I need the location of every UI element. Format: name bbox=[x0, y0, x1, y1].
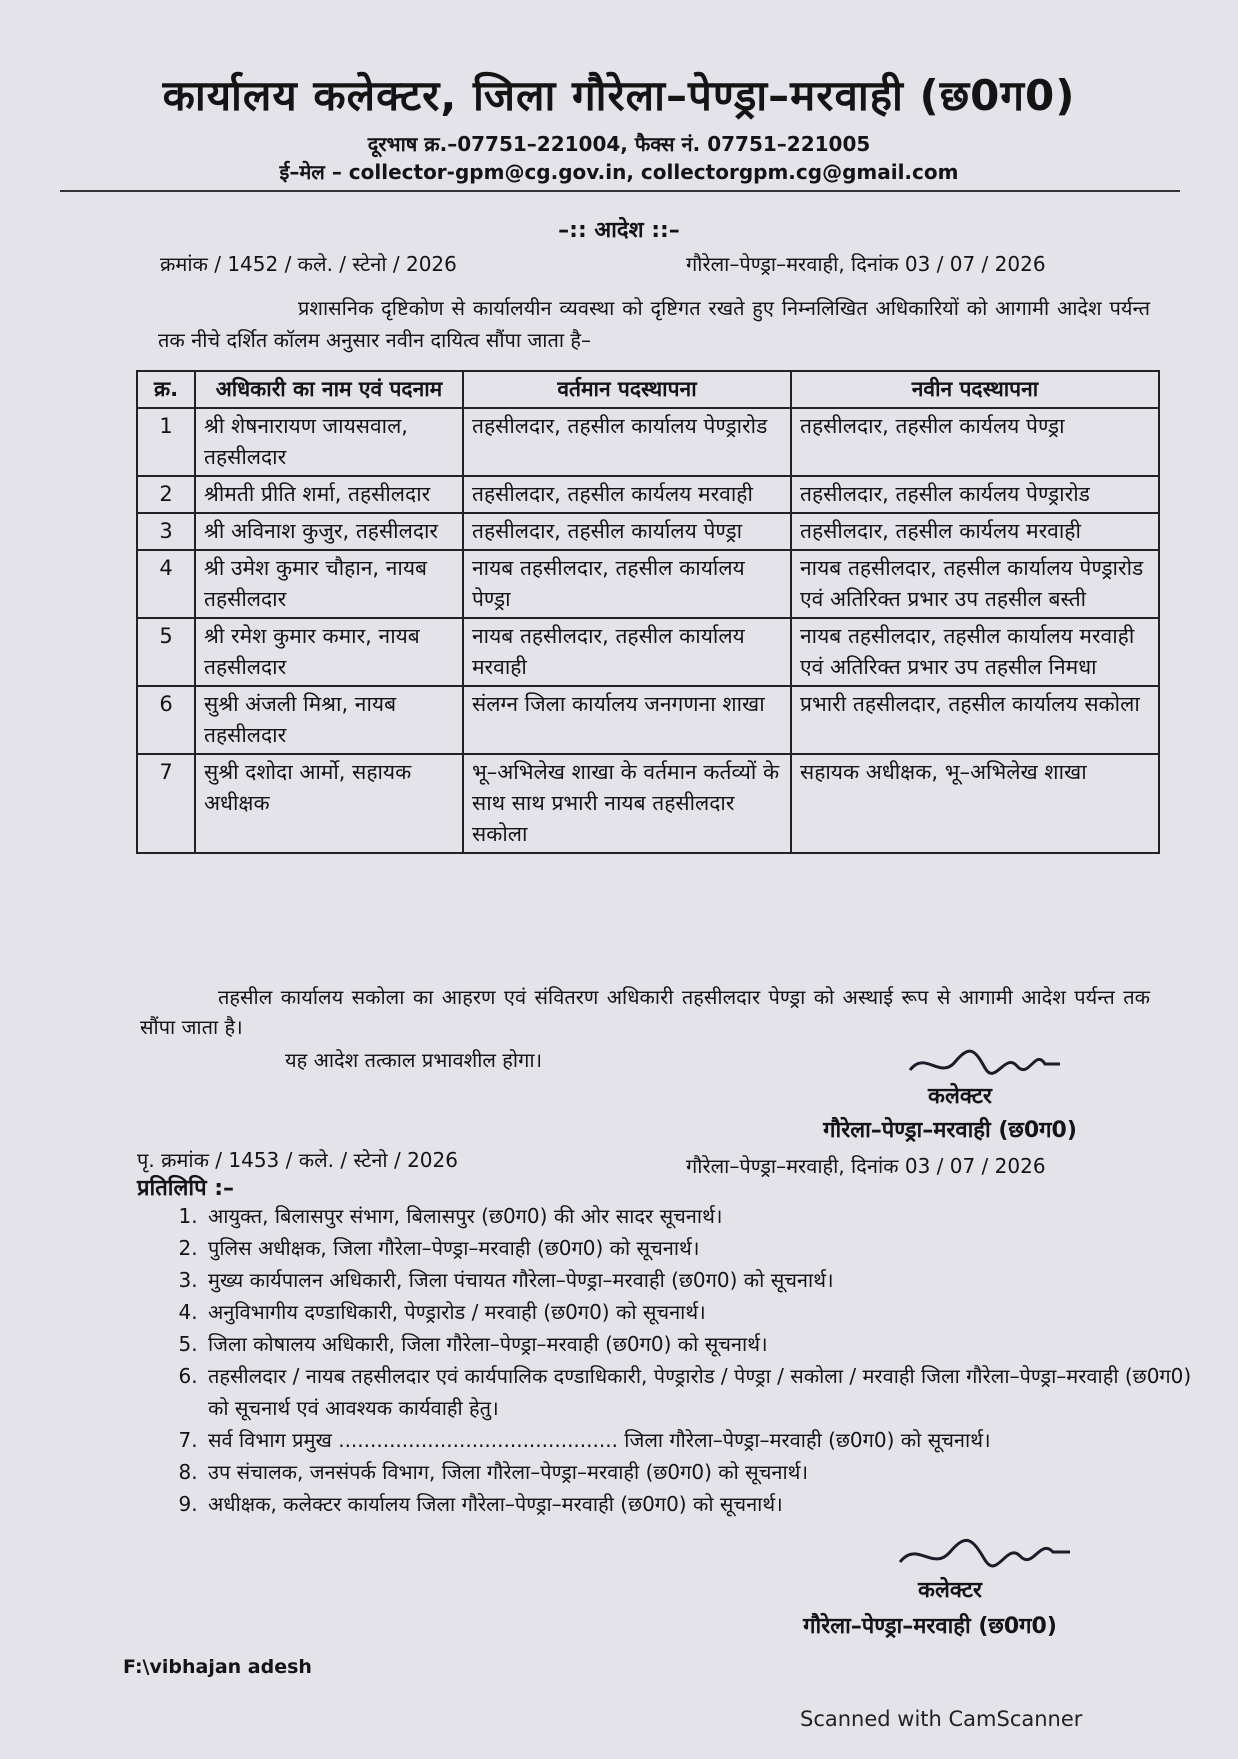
signatory-place: गौरेला–पेण्ड्रा–मरवाही (छ0ग0) bbox=[823, 1118, 1077, 1143]
cell-name: श्री अविनाश कुजुर, तहसीलदार bbox=[195, 513, 463, 550]
email-line: ई–मेल – collector-gpm@cg.gov.in, collectorgpm.cg@gmail.com bbox=[279, 160, 959, 184]
copy-heading: प्रतिलिपि :– bbox=[137, 1176, 235, 1201]
list-item: 8. उप संचालक, जनसंपर्क विभाग, जिला गौरेला–पेण्ड्रा–मरवाही (छ0ग0) को सूचनार्थ। bbox=[204, 1456, 1214, 1488]
cell-new: प्रभारी तहसीलदार, तहसील कार्यालय सकोला bbox=[791, 686, 1159, 754]
order-intro: प्रशासनिक दृष्टिकोण से कार्यालयीन व्यवस्था को दृष्टिगत रखते हुए निम्नलिखित अधिकारियों को आगामी आदेश पर्यन्त तक नीचे दर्शित कॉलम अनुसार नवीन दायित्व सौंपा जाता है– bbox=[158, 296, 1150, 352]
cell-sn: 2 bbox=[137, 476, 195, 513]
phone-fax-line: दूरभाष क्र.–07751–221004, फैक्स नं. 07751–221005 bbox=[367, 132, 871, 156]
copy-signatory-designation: कलेक्टर bbox=[918, 1578, 982, 1603]
table-row bbox=[137, 476, 1159, 513]
order-ref-date: गौरेला–पेण्ड्रा–मरवाही, दिनांक 03 / 07 / 2026 bbox=[686, 252, 1046, 276]
cell-current: तहसीलदार, तहसील कार्यालय पेण्ड्रा bbox=[463, 513, 791, 550]
cell-current: नायब तहसीलदार, तहसील कार्यालय मरवाही bbox=[463, 618, 791, 686]
drawing-officer-note: तहसील कार्यालय सकोला का आहरण एवं संवितरण अधिकारी तहसीलदार पेण्ड्रा को अस्थाई रूप से आगामी आदेश पर्यन्त तक सौंपा जाता है। bbox=[140, 985, 1150, 1039]
cell-name: सुश्री अंजली मिश्रा, नायब तहसीलदार bbox=[195, 686, 463, 754]
copy-ref-number: पृ. क्रमांक / 1453 / कले. / स्टेनो / 2026 bbox=[137, 1148, 458, 1172]
list-item: 6. तहसीलदार / नायब तहसीलदार एवं कार्यपालिक दण्डाधिकारी, पेण्ड्रारोड / पेण्ड्रा / सकोला / मरवाही जिला गौरेला–पेण्ड्रा–मरवाही (छ0ग0) को सूचनार्थ एवं आवश्यक कार्यवाही हेतु। bbox=[204, 1360, 1214, 1424]
cell-sn: 4 bbox=[137, 550, 195, 618]
cell-sn: 7 bbox=[137, 754, 195, 853]
cell-name: सुश्री दशोदा आर्मो, सहायक अधीक्षक bbox=[195, 754, 463, 853]
table-row bbox=[137, 408, 1159, 476]
list-item: 2. पुलिस अधीक्षक, जिला गौरेला–पेण्ड्रा–मरवाही (छ0ग0) को सूचनार्थ। bbox=[204, 1232, 1214, 1264]
col-header-name: अधिकारी का नाम एवं पदनाम bbox=[195, 371, 463, 408]
col-header-new: नवीन पदस्थापना bbox=[791, 371, 1159, 408]
order-heading: –:: आदेश ::– bbox=[558, 218, 680, 243]
copy-list bbox=[140, 1200, 1214, 1520]
list-item: 4. अनुविभागीय दण्डाधिकारी, पेण्ड्रारोड / मरवाही (छ0ग0) को सूचनार्थ। bbox=[204, 1296, 1214, 1328]
copy-signatory-place: गौरेला–पेण्ड्रा–मरवाही (छ0ग0) bbox=[803, 1614, 1057, 1639]
cell-new: तहसीलदार, तहसील कार्यलय मरवाही bbox=[791, 513, 1159, 550]
copy-ref-date: गौरेला–पेण्ड्रा–मरवाही, दिनांक 03 / 07 / 2026 bbox=[686, 1154, 1046, 1178]
file-path: F:\vibhajan adesh bbox=[123, 1656, 312, 1678]
table-row bbox=[137, 550, 1159, 618]
effect-statement: यह आदेश तत्काल प्रभावशील होगा। bbox=[285, 1048, 543, 1072]
table-row bbox=[137, 618, 1159, 686]
order-ref-number: क्रमांक / 1452 / कले. / स्टेनो / 2026 bbox=[160, 252, 457, 276]
posting-table bbox=[136, 370, 1160, 854]
cell-current: तहसीलदार, तहसील कार्यालय पेण्ड्रारोड bbox=[463, 408, 791, 476]
cell-new: सहायक अधीक्षक, भू–अभिलेख शाखा bbox=[791, 754, 1159, 853]
scanner-watermark: Scanned with CamScanner bbox=[800, 1707, 1083, 1731]
cell-new: नायब तहसीलदार, तहसील कार्यालय मरवाही एवं अतिरिक्त प्रभार उप तहसील निमधा bbox=[791, 618, 1159, 686]
cell-current: नायब तहसीलदार, तहसील कार्यालय पेण्ड्रा bbox=[463, 550, 791, 618]
col-header-sn: क्र. bbox=[137, 371, 195, 408]
cell-name: श्री उमेश कुमार चौहान, नायब तहसीलदार bbox=[195, 550, 463, 618]
table-row bbox=[137, 754, 1159, 853]
cell-current: संलग्न जिला कार्यालय जनगणना शाखा bbox=[463, 686, 791, 754]
office-title: कार्यालय कलेक्टर, जिला गौरेला–पेण्ड्रा–मरवाही (छ0ग0) bbox=[162, 71, 1076, 120]
signatory-designation: कलेक्टर bbox=[928, 1084, 992, 1109]
cell-name: श्रीमती प्रीति शर्मा, तहसीलदार bbox=[195, 476, 463, 513]
list-item: 9. अधीक्षक, कलेक्टर कार्यालय जिला गौरेला–पेण्ड्रा–मरवाही (छ0ग0) को सूचनार्थ। bbox=[204, 1488, 1214, 1520]
cell-new: नायब तहसीलदार, तहसील कार्यालय पेण्ड्रारोड एवं अतिरिक्त प्रभार उप तहसील बस्ती bbox=[791, 550, 1159, 618]
cell-new: तहसीलदार, तहसील कार्यलय पेण्ड्रारोड bbox=[791, 476, 1159, 513]
cell-name: श्री शेषनारायण जायसवाल, तहसीलदार bbox=[195, 408, 463, 476]
col-header-current: वर्तमान पदस्थापना bbox=[463, 371, 791, 408]
table-row bbox=[137, 686, 1159, 754]
cell-sn: 1 bbox=[137, 408, 195, 476]
cell-name: श्री रमेश कुमार कमार, नायब तहसीलदार bbox=[195, 618, 463, 686]
table-header-row bbox=[137, 371, 1159, 408]
list-item: 5. जिला कोषालय अधिकारी, जिला गौरेला–पेण्ड्रा–मरवाही (छ0ग0) को सूचनार्थ। bbox=[204, 1328, 1214, 1360]
cell-sn: 3 bbox=[137, 513, 195, 550]
cell-current: तहसीलदार, तहसील कार्यलय मरवाही bbox=[463, 476, 791, 513]
cell-sn: 5 bbox=[137, 618, 195, 686]
cell-new: तहसीलदार, तहसील कार्यलय पेण्ड्रा bbox=[791, 408, 1159, 476]
signature-scribble-icon bbox=[895, 1530, 1075, 1578]
list-item: 7. सर्व विभाग प्रमुख ............................................ जिला गौरेला–पेण्ड्रा–मरवाही (छ0ग0) को सूचनार्थ। bbox=[204, 1424, 1214, 1456]
header-rule bbox=[60, 190, 1180, 192]
list-item: 3. मुख्य कार्यपालन अधिकारी, जिला पंचायत गौरेला–पेण्ड्रा–मरवाही (छ0ग0) को सूचनार्थ। bbox=[204, 1264, 1214, 1296]
cell-sn: 6 bbox=[137, 686, 195, 754]
table-row bbox=[137, 513, 1159, 550]
cell-current: भू–अभिलेख शाखा के वर्तमान कर्तव्यों के साथ साथ प्रभारी नायब तहसीलदार सकोला bbox=[463, 754, 791, 853]
list-item: 1. आयुक्त, बिलासपुर संभाग, बिलासपुर (छ0ग0) की ओर सादर सूचनार्थ। bbox=[204, 1200, 1214, 1232]
